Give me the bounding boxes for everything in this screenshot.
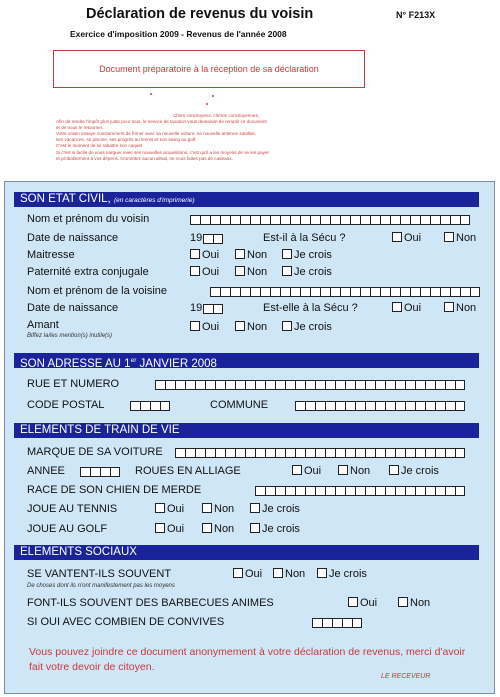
boasting-think[interactable]: Je crois xyxy=(317,568,367,580)
birth-year-field[interactable] xyxy=(203,234,223,244)
tennis-think[interactable]: Je crois xyxy=(250,503,300,515)
street-field[interactable] xyxy=(155,380,465,390)
paternity-no[interactable]: Non xyxy=(235,266,267,278)
section-header-lifestyle: ELEMENTS DE TRAIN DE VIE xyxy=(14,423,479,438)
paternity-label: Paternité extra conjugale xyxy=(27,266,149,278)
section-header-social: ELEMENTS SOCIAUX xyxy=(14,545,479,560)
secu-m-no[interactable]: Non xyxy=(444,232,476,244)
street-label: RUE ET NUMERO xyxy=(27,378,120,390)
checkbox[interactable] xyxy=(273,568,283,578)
checkbox[interactable] xyxy=(392,232,402,242)
neighbor-f-name-label: Nom et prénom de la voisine xyxy=(27,285,168,297)
golf-yes[interactable]: Oui xyxy=(155,523,184,535)
checkbox[interactable] xyxy=(282,321,292,331)
checkbox[interactable] xyxy=(155,523,165,533)
barbecues-yes[interactable]: Oui xyxy=(348,597,377,609)
boasting-no[interactable]: Non xyxy=(273,568,305,580)
neighbor-name-field[interactable] xyxy=(190,215,470,225)
golf-label: JOUE AU GOLF xyxy=(27,523,108,535)
checkbox[interactable] xyxy=(338,465,348,475)
secu-f-no[interactable]: Non xyxy=(444,302,476,314)
letter-greeting: Chers concitoyens, chères concitoyennes, xyxy=(172,113,260,118)
letter-line: C'est le moment de lui rabattre son caquet. xyxy=(56,143,144,149)
tennis-yes[interactable]: Oui xyxy=(155,503,184,515)
form-number: N° F213X xyxy=(396,10,436,20)
alloy-yes[interactable]: Oui xyxy=(292,465,321,477)
decorative-dot xyxy=(212,95,214,97)
checkbox[interactable] xyxy=(348,597,358,607)
checkbox[interactable] xyxy=(282,249,292,259)
neighbor-f-name-field[interactable] xyxy=(210,287,480,297)
checkbox[interactable] xyxy=(250,523,260,533)
checkbox[interactable] xyxy=(444,232,454,242)
section-header-civil: SON ETAT CIVIL, (en caractères d'imprimerie) xyxy=(14,192,479,207)
barbecues-label: FONT-ILS SOUVENT DES BARBECUES ANIMES xyxy=(27,597,274,609)
checkbox[interactable] xyxy=(190,266,200,276)
boasting-yes[interactable]: Oui xyxy=(233,568,262,580)
checkbox[interactable] xyxy=(292,465,302,475)
commune-label: COMMUNE xyxy=(210,399,269,411)
paternity-yes[interactable]: Oui xyxy=(190,266,219,278)
notice-box xyxy=(53,50,365,88)
car-brand-label: MARQUE DE SA VOITURE xyxy=(27,446,163,458)
checkbox[interactable] xyxy=(235,266,245,276)
checkbox[interactable] xyxy=(235,249,245,259)
checkbox[interactable] xyxy=(398,597,408,607)
document-title: Déclaration de revenus du voisin xyxy=(86,6,314,22)
barbecues-no[interactable]: Non xyxy=(398,597,430,609)
secu-question-m: Est-il à la Sécu ? xyxy=(263,232,346,244)
letter-line: Votre voisin essaye constamment de frimer avec sa nouvelle voiture, sa nouvelle antenne satellite, xyxy=(56,131,257,137)
tennis-label: JOUE AU TENNIS xyxy=(27,503,118,515)
checkbox[interactable] xyxy=(250,503,260,513)
boasting-note: De choses dont ils n'ont manifestement pas les moyens xyxy=(27,583,175,589)
year-field[interactable] xyxy=(80,467,120,477)
mistress-think[interactable]: Je crois xyxy=(282,249,332,261)
golf-think[interactable]: Je crois xyxy=(250,523,300,535)
golf-no[interactable]: Non xyxy=(202,523,234,535)
checkbox[interactable] xyxy=(155,503,165,513)
letter-line: et de nous le retourner. xyxy=(56,125,104,131)
alloy-wheels-label: ROUES EN ALLIAGE xyxy=(135,465,241,477)
strike-note: Biffez la/les mention(s) inutile(s) xyxy=(27,333,113,339)
lover-no[interactable]: Non xyxy=(235,321,267,333)
form-panel xyxy=(4,181,495,694)
checkbox[interactable] xyxy=(317,568,327,578)
signature: LE RECEVEUR xyxy=(381,673,431,680)
guests-field[interactable] xyxy=(312,618,362,628)
checkbox[interactable] xyxy=(202,503,212,513)
letter-line: Si c'est si facile de vous narguer avec ses nouvelles acquisitions, c'est qu'il a les moyens de se les payer xyxy=(56,149,270,155)
document-subtitle: Exercice d'imposition 2009 - Revenus de l'année 2008 xyxy=(70,29,287,39)
secu-m-yes[interactable]: Oui xyxy=(392,232,421,244)
letter-line: Afin de rendre l'impôt plus juste pour tous, le service de taxation vous demande de remplir ce document xyxy=(56,119,267,125)
car-brand-field[interactable] xyxy=(175,448,465,458)
checkbox[interactable] xyxy=(392,302,402,312)
footer-text: Vous pouvez joindre ce document anonymement à votre déclaration de revenus, merci d'avoir fait votre devoir de citoyen. xyxy=(29,646,466,673)
secu-question-f: Est-elle à la Sécu ? xyxy=(263,302,358,314)
decorative-dot xyxy=(150,93,152,95)
lover-label: Amant xyxy=(27,319,59,331)
mistress-no[interactable]: Non xyxy=(235,249,267,261)
paternity-think[interactable]: Je crois xyxy=(282,266,332,278)
section-header-address: SON ADRESSE AU 1er JANVIER 2008 xyxy=(14,353,479,368)
postal-label: CODE POSTAL xyxy=(27,399,105,411)
guests-label: SI OUI AVEC COMBIEN DE CONVIVES xyxy=(27,616,225,628)
mistress-yes[interactable]: Oui xyxy=(190,249,219,261)
neighbor-name-label: Nom et prénom du voisin xyxy=(27,213,150,225)
lover-think[interactable]: Je crois xyxy=(282,321,332,333)
mistress-label: Maitresse xyxy=(27,249,75,261)
lover-yes[interactable]: Oui xyxy=(190,321,219,333)
alloy-think[interactable]: Je crois xyxy=(389,465,439,477)
alloy-no[interactable]: Non xyxy=(338,465,370,477)
century-prefix-f: 19 xyxy=(190,302,203,314)
postal-field[interactable] xyxy=(130,401,170,411)
year-label: ANNEE xyxy=(27,465,65,477)
decorative-dot xyxy=(206,103,208,105)
cover-letter xyxy=(56,113,376,162)
checkbox[interactable] xyxy=(190,321,200,331)
birth-date-label: Date de naissance xyxy=(27,232,119,244)
dog-breed-field[interactable] xyxy=(255,486,465,496)
checkbox[interactable] xyxy=(235,321,245,331)
letter-line: ses vacances, sa piscine, ses progrès au tennis et son swing au golf. xyxy=(56,137,197,143)
checkbox[interactable] xyxy=(282,266,292,276)
checkbox[interactable] xyxy=(233,568,243,578)
birth-year-f-field[interactable] xyxy=(203,304,223,314)
secu-f-yes[interactable]: Oui xyxy=(392,302,421,314)
checkbox[interactable] xyxy=(202,523,212,533)
boasting-label: SE VANTENT-ILS SOUVENT xyxy=(27,568,172,580)
notice-text: Document préparatoire à la réception de sa déclaration xyxy=(99,64,319,74)
letter-line: et probablement à vos dépens. N'omettez aucun détail, ne vous faites pas de cadeaux. xyxy=(56,155,233,161)
birth-date-f-label: Date de naissance xyxy=(27,302,119,314)
checkbox[interactable] xyxy=(190,249,200,259)
tennis-no[interactable]: Non xyxy=(202,503,234,515)
century-prefix: 19 xyxy=(190,232,203,244)
dog-breed-label: RACE DE SON CHIEN DE MERDE xyxy=(27,484,202,496)
checkbox[interactable] xyxy=(389,465,399,475)
checkbox[interactable] xyxy=(444,302,454,312)
commune-field[interactable] xyxy=(295,401,465,411)
